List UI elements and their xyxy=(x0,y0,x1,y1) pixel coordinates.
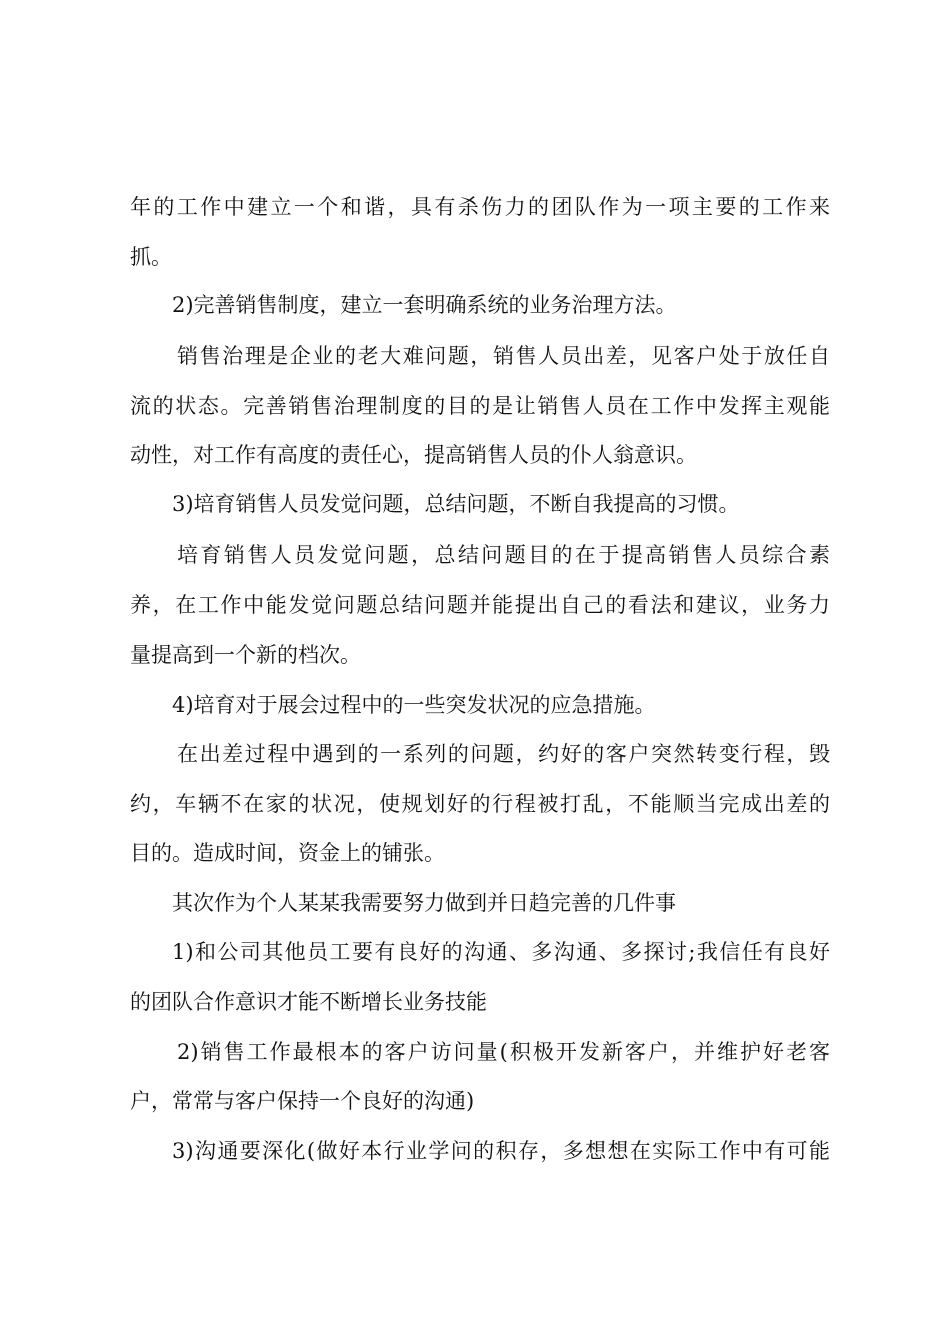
text-line: 养，在工作中能发觉问题总结问题并能提出自己的看法和建议，业务力 xyxy=(130,593,830,617)
text-line: 年的工作中建立一个和谐，具有杀伤力的团队作为一项主要的工作来 xyxy=(130,195,830,219)
text-line: 目的。造成时间，资金上的铺张。 xyxy=(130,841,445,865)
text-line: 约，车辆不在家的状况，使规划好的行程被打乱，不能顺当完成出差的 xyxy=(130,792,830,816)
text-line: 培育销售人员发觉问题，总结问题目的在于提高销售人员综合素 xyxy=(177,543,830,567)
section-heading: 3)培育销售人员发觉问题，总结问题，不断自我提高的习惯。 xyxy=(172,492,740,516)
text-line: 户，常常与客户保持一个良好的沟通) xyxy=(130,1089,475,1113)
text-line: 2)销售工作最根本的客户访问量(积极开发新客户，并维护好老客 xyxy=(177,1040,830,1064)
text-line: 流的状态。完善销售治理制度的目的是让销售人员在工作中发挥主观能 xyxy=(130,394,830,418)
text-line: 抓。 xyxy=(130,245,172,269)
text-line: 在出差过程中遇到的一系列的问题，约好的客户突然转变行程，毁 xyxy=(177,742,830,766)
section-heading: 4)培育对于展会过程中的一些突发状况的应急措施。 xyxy=(172,693,656,717)
text-line: 销售治理是企业的老大难问题，销售人员出差，见客户处于放任自 xyxy=(177,344,830,368)
text-line: 1)和公司其他员工要有良好的沟通、多沟通、多探讨;我信任有良好 xyxy=(172,940,830,964)
text-line: 量提高到一个新的档次。 xyxy=(130,643,361,667)
text-line: 3)沟通要深化(做好本行业学问的积存，多想想在实际工作中有可能 xyxy=(172,1139,830,1163)
section-heading: 2)完善销售制度，建立一套明确系统的业务治理方法。 xyxy=(172,293,677,317)
text-line: 的团队合作意识才能不断增长业务技能 xyxy=(130,990,487,1014)
text-line: 动性，对工作有高度的责任心，提高销售人员的仆人翁意识。 xyxy=(130,443,697,467)
text-line: 其次作为个人某某我需要努力做到并日趋完善的几件事 xyxy=(172,891,676,915)
